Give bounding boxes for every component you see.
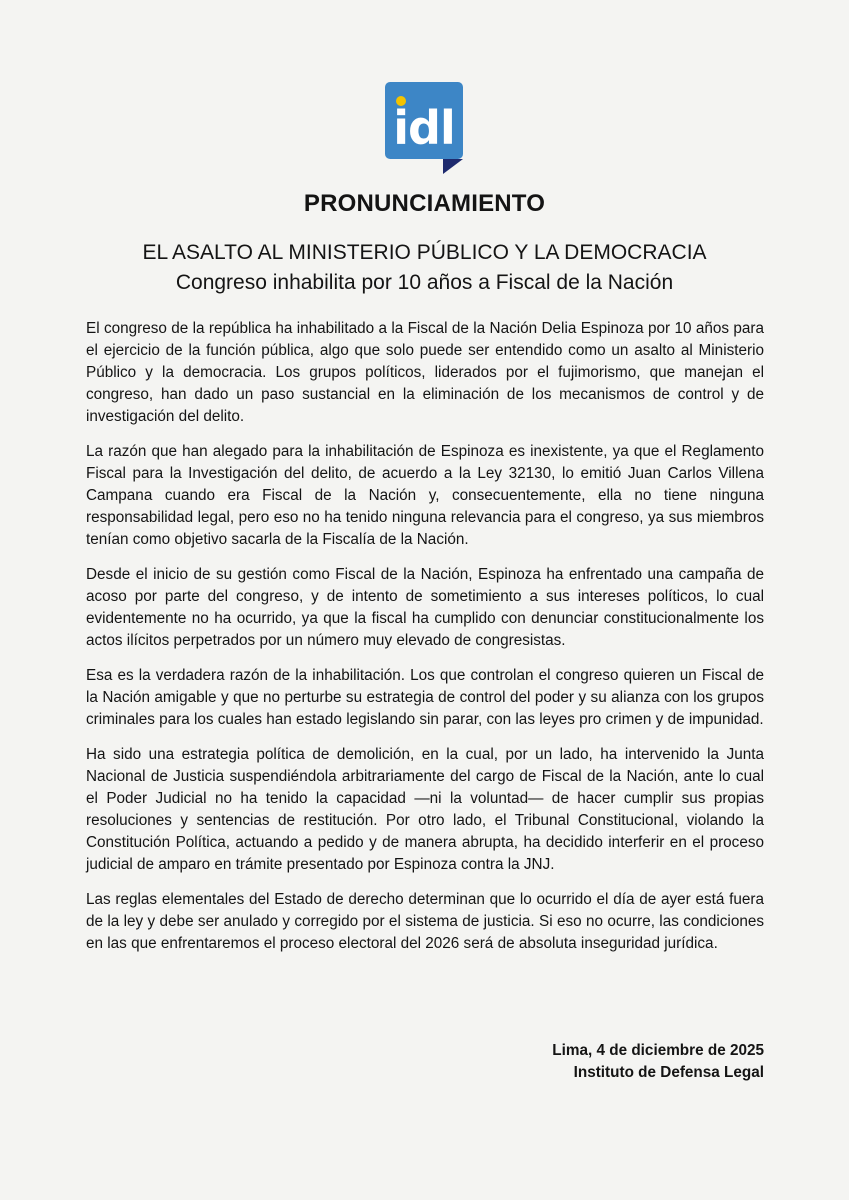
- page-title: PRONUNCIAMIENTO: [303, 190, 546, 217]
- paragraph-4: Esa es la verdadera razón de la inhabilitación. Los que controlan el congreso quieren un Fiscal de la Nación amigable y que no perturbe su estrategia de control del poder y su alianza con los grupos criminales para los cuales han estado legislando sin parar, con las leyes pro crimen y de impunidad.: [86, 667, 764, 728]
- subtitle: [0, 238, 849, 298]
- statement-body: [86, 318, 764, 968]
- logo-tail: [443, 159, 463, 174]
- paragraph-3: Desde el inicio de su gestión como Fiscal de la Nación, Espinoza ha enfrentado una campaña de acoso por parte del congreso, y de intento de sometimiento a sus intereses políticos, lo cual evidentemente no ha ocurrido, ya que la fiscal ha cumplido con denunciar constitucionalmente los actos ilícitos perpetrados por un número muy elevado de congresistas.: [86, 566, 764, 649]
- signature-organization: Instituto de Defensa Legal: [573, 1064, 764, 1081]
- idl-logo: [385, 82, 465, 174]
- subtitle-line-1: EL ASALTO AL MINISTERIO PÚBLICO Y LA DEMOCRACIA: [142, 241, 707, 264]
- paragraph-1: El congreso de la república ha inhabilitado a la Fiscal de la Nación Delia Espinoza por 10 años para el ejercicio de la función pública, algo que solo puede ser entendido como un asalto al Ministerio Público y la democracia. Los grupos políticos, liderados por el fujimorismo, que manejan el congreso, han dado un paso sustancial en la eliminación de los mecanismos de control y de investigación del delito.: [86, 320, 764, 425]
- paragraph-2: La razón que han alegado para la inhabilitación de Espinoza es inexistente, ya que el Reglamento Fiscal para la Investigación del delito, de acuerdo a la Ley 32130, lo emitió Juan Carlos Villena Campana cuando era Fiscal de la Nación y, consecuentemente, ella no tiene ninguna responsabilidad legal, pero eso no ha tenido ninguna relevancia para el congreso, ya sus miembros tenían como objetivo sacarla de la Fiscalía de la Nación.: [86, 443, 764, 548]
- signature-place-date: Lima, 4 de diciembre de 2025: [552, 1042, 764, 1059]
- logo-text: idl: [393, 101, 455, 155]
- paragraph-6: Las reglas elementales del Estado de derecho determinan que lo ocurrido el día de ayer está fuera de la ley y debe ser anulado y corregido por el sistema de justicia. Si eso no ocurre, las condiciones en las que enfrentaremos el proceso electoral del 2026 será de absoluta inseguridad jurídica.: [86, 891, 764, 952]
- subtitle-line-2: Congreso inhabilita por 10 años a Fiscal de la Nación: [175, 271, 674, 294]
- signature-block: [552, 1040, 764, 1084]
- paragraph-5: Ha sido una estrategia política de demolición, en la cual, por un lado, ha intervenido la Junta Nacional de Justicia suspendiéndola arbitrariamente del cargo de Fiscal de la Nación, ante lo cual el Poder Judicial no ha tenido la capacidad —ni la voluntad— de hacer cumplir sus propias resoluciones y sentencias de restitución. Por otro lado, el Tribunal Constitucional, violando la Constitución Política, actuando a pedido y de manera abrupta, ha decidido interferir en el proceso judicial de amparo en trámite presentado por Espinoza contra la JNJ.: [86, 746, 764, 873]
